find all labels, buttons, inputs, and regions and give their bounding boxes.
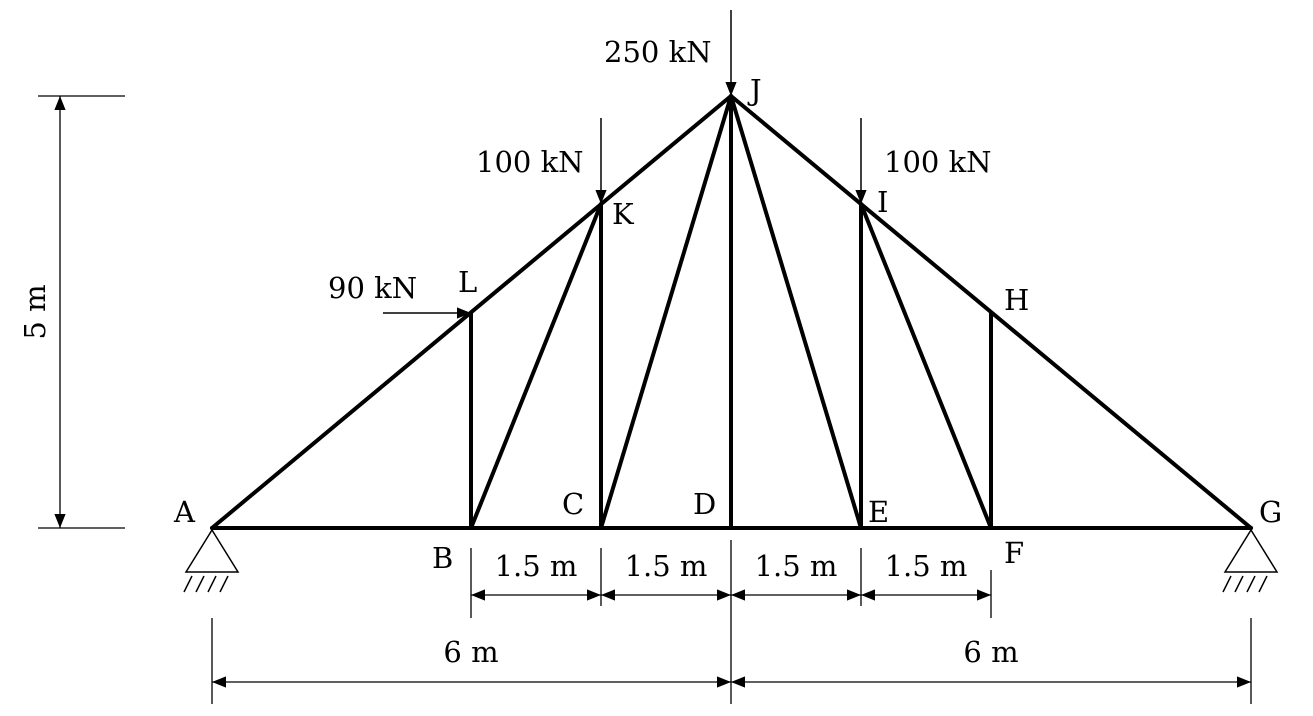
dim-label-cd: 1.5 m bbox=[624, 549, 708, 583]
node-label-l: L bbox=[458, 265, 478, 299]
truss-members bbox=[212, 96, 1251, 528]
member-ej bbox=[731, 96, 861, 528]
dim-label-height: 5 m bbox=[18, 284, 52, 340]
dim-label-de: 1.5 m bbox=[754, 549, 838, 583]
dimension-labels bbox=[18, 284, 1019, 669]
load-label-l: 90 kN bbox=[328, 271, 418, 305]
dimension-lines bbox=[38, 96, 1251, 704]
dim-label-right-span: 6 m bbox=[963, 635, 1019, 669]
node-label-f: F bbox=[1004, 536, 1025, 570]
load-label-k: 100 kN bbox=[476, 145, 584, 179]
support-right bbox=[1223, 530, 1277, 592]
dim-label-left-span: 6 m bbox=[443, 635, 499, 669]
member-bk bbox=[471, 204, 601, 528]
load-label-j: 250 kN bbox=[604, 35, 712, 69]
dim-label-ef: 1.5 m bbox=[884, 549, 968, 583]
node-label-a: A bbox=[174, 495, 195, 529]
node-label-j: J bbox=[750, 73, 762, 107]
load-label-i: 100 kN bbox=[884, 145, 992, 179]
node-label-b: B bbox=[432, 541, 454, 575]
node-label-k: K bbox=[612, 197, 634, 231]
node-label-g: G bbox=[1259, 495, 1283, 529]
support-left bbox=[184, 530, 238, 592]
node-label-c: C bbox=[562, 487, 585, 521]
member-cj bbox=[601, 96, 731, 528]
member-fi bbox=[861, 204, 991, 528]
node-label-d: D bbox=[693, 487, 717, 521]
dim-label-bc: 1.5 m bbox=[494, 549, 578, 583]
node-label-h: H bbox=[1004, 283, 1030, 317]
node-label-e: E bbox=[868, 495, 890, 529]
node-labels bbox=[173, 73, 1282, 575]
load-labels bbox=[328, 35, 992, 305]
node-label-i: I bbox=[877, 185, 889, 219]
